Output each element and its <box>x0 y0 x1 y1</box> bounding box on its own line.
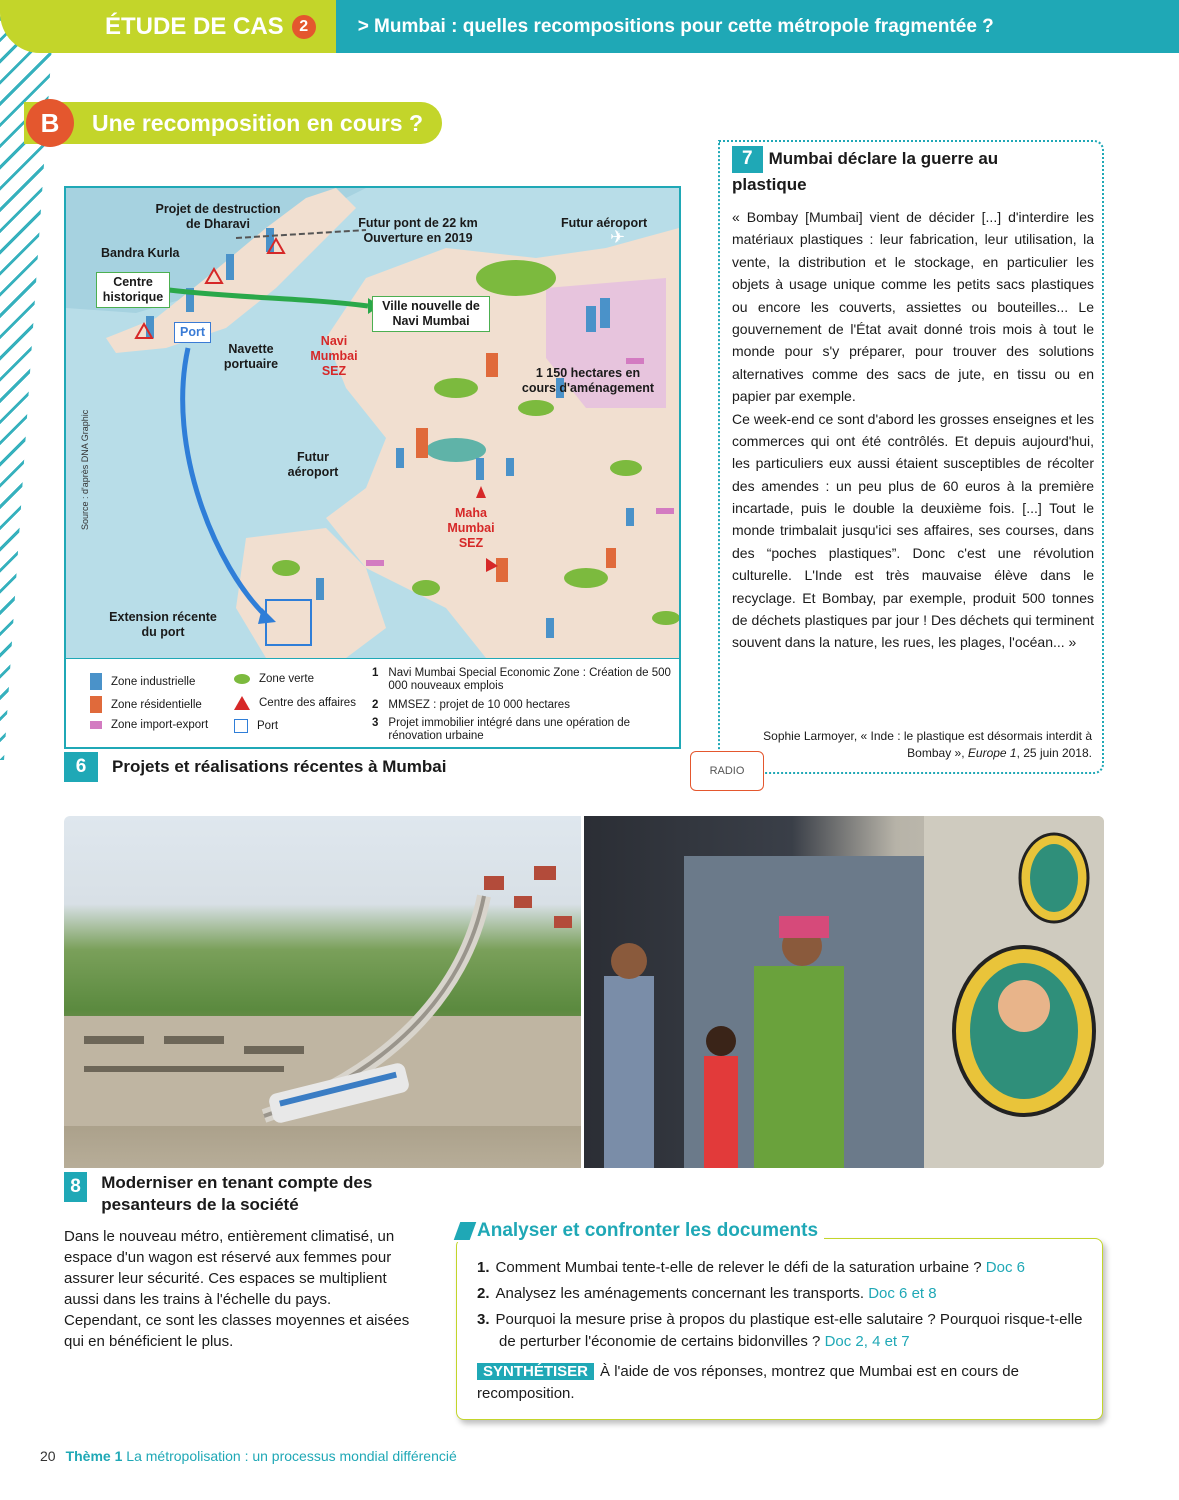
case-title: > Mumbai : quelles recompositions pour cette métropole fragmentée ? <box>357 15 994 37</box>
train-photo-drawing <box>584 816 1104 1168</box>
doc7-number: 7 <box>732 146 763 173</box>
radio-link[interactable] <box>690 751 764 791</box>
synthesis-tag: SYNTHÉTISER <box>477 1363 594 1380</box>
label-futur-aeroport-1: Futur aéroport <box>561 216 648 230</box>
doc7-box <box>718 140 1104 774</box>
analyse-title <box>455 1220 824 1242</box>
plane-icon: ✈ <box>610 227 626 247</box>
questions-box <box>456 1238 1103 1420</box>
theme-title: La métropolisation : un processus mondial différencié <box>126 1448 457 1464</box>
synthesis-text: À l'aide de vos réponses, montrez que Mumbai est en cours de recomposition. <box>477 1363 1019 1402</box>
map-legend <box>66 658 679 747</box>
ref-q2[interactable]: Doc 6 et 8 <box>868 1285 937 1302</box>
doc7-citation: Sophie Larmoyer, « Inde : le plastique est désormais interdit à Bombay », Europe 1, 25 juin 2018. <box>763 729 1092 760</box>
case-label-text: ÉTUDE DE CAS <box>105 12 284 40</box>
metro-photo-drawing <box>64 816 581 1168</box>
legend-green: Zone verte <box>234 673 314 685</box>
label-ville-nouvelle: Ville nouvelle de Navi Mumbai <box>372 296 490 332</box>
doc8-caption <box>64 1172 424 1216</box>
doc6-number: 6 <box>64 752 98 782</box>
question-1: 1. Comment Mumbai tente-t-elle de relever le défi de la saturation urbaine ? Doc 6 <box>477 1259 1025 1276</box>
legend-port: Port <box>234 719 278 733</box>
slash-icon <box>454 1222 477 1240</box>
map-source: Source : d'après DNA Graphic <box>80 409 90 530</box>
theme-label: Thème 1 <box>65 1448 123 1464</box>
legend-n2: 2 MMSEZ : projet de 10 000 hectares <box>372 699 570 711</box>
legend-n3: 3 Projet immobilier intégré dans une opération de rénovation urbaine <box>372 717 631 742</box>
synthesis <box>477 1361 1087 1405</box>
metro-photo <box>64 816 581 1168</box>
case-number-badge: 2 <box>292 15 316 39</box>
question-3: 3. Pourquoi la mesure prise à propos du plastique est-elle salutaire ? Pourquoi risque-t-elle de perturber l'économie de certains bidonvilles ? Doc 2, 4 et 7 <box>477 1311 1083 1350</box>
label-futur-aeroport-2: Futur aéroport <box>287 450 339 479</box>
doc7-paragraph-2: Ce week-end ce sont d'abord les grosses enseignes et les commerces qui ont été contrôlés. Et depuis aujourd'hui, les particuliers eux aussi étaient susceptibles de récolter des amendes : un peu plus de 60 euros à la première incartade, puis le double la deuxième fois. [...] Tout le monde trimbalait jusqu'ici ses affaires, ses courses, dans des “poches plastiques”. Donc c'est une révolution culturelle. L'Inde est très mauvaise élève dans le recyclage. Et Bombay, par exemple, produit 500 tonnes de déchets plastiques par jour ! Des déchets qui terminent souvent dans la nature, les rues, les plages, l'océan... » <box>732 410 1094 651</box>
label-maha-mumbai-sez: Maha Mumbai SEZ <box>447 506 495 550</box>
case-label <box>0 0 336 53</box>
doc6-caption <box>64 752 446 782</box>
case-study-header <box>40 0 1179 53</box>
ref-q3[interactable]: Doc 2, 4 et 7 <box>824 1332 910 1350</box>
legend-n1: 1 Navi Mumbai Special Economic Zone : Création de 500 000 nouveaux emplois <box>372 667 671 692</box>
mumbai-map <box>64 186 681 749</box>
section-letter: B <box>26 99 74 147</box>
doc6-caption-text: Projets et réalisations récentes à Mumbai <box>112 757 447 776</box>
doc8-number: 8 <box>64 1172 87 1202</box>
legend-business: Centre des affaires <box>234 696 356 710</box>
radio-label: RADIO <box>709 765 745 777</box>
label-navi-mumbai-sez: Navi Mumbai SEZ <box>310 334 358 378</box>
label-extension-port: Extension récente du port <box>109 610 217 639</box>
label-port: Port <box>174 322 211 343</box>
legend-industrial: Zone industrielle <box>90 673 195 690</box>
question-2: 2. Analysez les aménagements concernant les transports. Doc 6 et 8 <box>477 1285 937 1302</box>
section-title: Une recomposition en cours ? <box>92 109 423 136</box>
section-header <box>24 102 442 144</box>
legend-residential: Zone résidentielle <box>90 696 202 713</box>
analyse-title-text: Analyser et confronter les documents <box>477 1220 819 1241</box>
doc8-title: Moderniser en tenant compte des pesanteurs de la société <box>101 1173 373 1215</box>
doc7-title-text: Mumbai déclare la guerre au plastique <box>732 149 999 194</box>
label-dharavi: Projet de destruction de Dharavi <box>155 202 281 231</box>
legend-import-export: Zone import-export <box>90 719 208 731</box>
label-centre-historique: Centre historique <box>96 272 170 308</box>
doc7-body <box>732 206 1094 654</box>
train-photo <box>584 816 1104 1168</box>
label-hectares: 1 150 hectares en cours d'aménagement <box>521 366 655 395</box>
label-bandra-kurla: Bandra Kurla <box>101 246 180 260</box>
label-navette-portuaire: Navette portuaire <box>223 342 279 371</box>
doc8-text: Dans le nouveau métro, entièrement climatisé, un espace d'un wagon est réservé aux femmes pour assurer leur sécurité. Ces espaces se multiplient aussi dans les trains à l'échelle du pays. Cependant, ce sont les classes moyennes et aisées qui en bénéficient le plus. <box>64 1228 410 1350</box>
doc7-paragraph-1: « Bombay [Mumbai] vient de décider [...] d'interdire les matériaux plastiques : leur fabrication, leur utilisation, la vente, la distribution et le stockage, en particulier les objets à usage unique comme les petits sacs plastiques ou encore les couverts, assiettes ou bouteilles... Le gouvernement de l'État avait donné trois mois à tout le monde pour s'y préparer, pour trouver des solutions alternatives comme des sacs de jute, en tissu ou en papier par exemple. <box>732 209 1094 405</box>
page-number: 20 <box>40 1448 56 1464</box>
page-footer <box>40 1448 457 1464</box>
doc7-title <box>720 142 1080 200</box>
ref-q1[interactable]: Doc 6 <box>985 1259 1025 1276</box>
label-futur-pont: Futur pont de 22 km Ouverture en 2019 <box>358 216 478 245</box>
